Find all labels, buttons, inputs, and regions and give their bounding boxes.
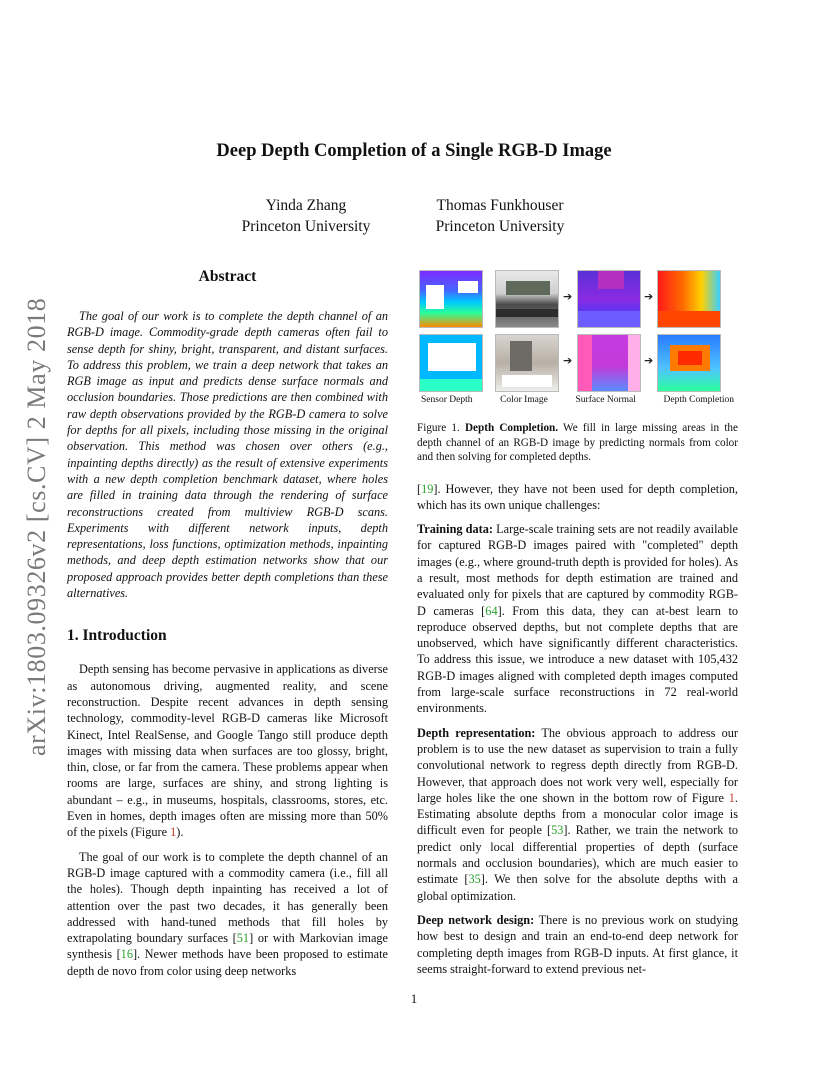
citation-link[interactable]: 53: [551, 823, 564, 838]
arrow-icon: ➔: [563, 354, 573, 367]
paper-title: Deep Depth Completion of a Single RGB-D Image: [216, 141, 612, 161]
abstract-heading: Abstract: [198, 268, 257, 285]
figure-reference[interactable]: 1: [728, 790, 735, 805]
color-image: [495, 270, 559, 328]
citation-link[interactable]: 19: [421, 481, 434, 496]
author-block: [420, 195, 580, 237]
network-design-paragraph: Deep network design: There is no previous work on studying how best to design and train an end-to-end deep network for completing depth images from RGB-D inputs. At first glance, it seems straight-forward to extend previous net-: [417, 912, 738, 976]
citation-link[interactable]: 35: [468, 872, 481, 887]
intro-paragraph-1: Depth sensing has become pervasive in applications as diverse as autonomous driving, augmented reality, and scene reconstruction. Despite recent advances in depth sensing technology, commodity-level RGB-D cameras like Microsoft Kinect, Intel RealSense, and Google Tango still produce depth images with missing data when surfaces are too glossy, bright, thin, close, or far from the camera. These problems appear when rooms are large, surfaces are shiny, and strong lighting is abundant – e.g., in museums, hospitals, classrooms, stores, etc. Even in homes, depth images often are missing more than 50% of the pixels (Figure 1).: [67, 662, 388, 840]
figure-labels: [417, 395, 738, 405]
author-name: Yinda Zhang: [265, 197, 347, 214]
author-affiliation: Princeton University: [435, 218, 565, 235]
surface-normal-image: [577, 270, 641, 328]
citation-link[interactable]: 16: [120, 947, 133, 962]
arrow-icon: ➔: [563, 290, 573, 303]
color-image: [495, 334, 559, 392]
figure-caption: Figure 1. Depth Completion. We fill in large missing areas in the depth channel of an RGB-D image by predicting normals from color and then solving for completed depths.: [417, 422, 738, 463]
figure-label: Color Image: [500, 395, 548, 405]
sensor-depth-image: [419, 334, 483, 392]
depth-representation-paragraph: Depth representation: The obvious approach to address our problem is to use the new dataset as supervision to train a fully convolutional network to regress depth directly from RGB-D. However, that approach does not work very well, especially for large holes like the one shown in the bottom row of Figure 1. Estimating absolute depths from a monocular color image is difficult even for people [53]. Rather, we train the network to predict only local differential properties of depth (surface normals and occlusion boundaries), which are much easier to estimate [35]. We then solve for the absolute depths with a global optimization.: [417, 725, 739, 903]
figure-1: [417, 262, 738, 407]
intro-paragraph-2: The goal of our work is to complete the depth channel of an RGB-D image captured with a commodity camera (i.e., fill all the holes). Though depth inpainting has received a lot of attention over the past two decades, it has generally been addressed with hand-tuned methods that fill holes by extrapolating boundary surfaces [51] or with Markovian image synthesis [16]. Newer methods have been proposed to estimate depth de novo from color using deep networks: [67, 849, 389, 978]
citation-link[interactable]: 64: [485, 603, 498, 618]
author-affiliation: Princeton University: [241, 218, 371, 235]
right-column: [417, 262, 738, 985]
sensor-depth-image: [419, 270, 483, 328]
arxiv-identifier: arXiv:1803.09326v2 [cs.CV] 2 May 2018: [22, 297, 51, 756]
continued-paragraph: [19]. However, they have not been used for depth completion, which has its own unique challenges:: [417, 481, 738, 512]
training-data-paragraph: Training data: Large-scale training sets are not readily available for captured RGB-D images paired with "completed" depth images (e.g., where ground-truth depth is provided for holes). As a result, most methods for depth estimation are trained and evaluated only for pixels that are captured by commodity RGB-D cameras [64]. From this data, they can at-best learn to reproduce observed depths, but not complete depths that are unobserved, which have significantly different characteristics. To address this issue, we introduce a new dataset with 105,432 RGB-D images aligned with completed depth images computed from large-scale surface reconstructions in 72 real-world environments.: [417, 522, 739, 716]
arrow-icon: ➔: [644, 290, 654, 303]
author-name: Thomas Funkhouser: [436, 197, 564, 214]
introduction-heading: 1. Introduction: [67, 627, 167, 645]
figure-label: Surface Normal: [575, 395, 636, 405]
author-block: [224, 195, 388, 237]
abstract-text: The goal of our work is to complete the depth channel of an RGB-D image. Commodity-grade depth cameras often fail to sense depth for shiny, bright, transparent, and distant surfaces. To address this problem, we train a deep network that takes an RGB image as input and predicts dense surface normals and occlusion boundaries. Those predictions are then combined with raw depth observations provided by the RGB-D camera to solve for depths for all pixels, including those missing in the original observation. This method was chosen over others (e.g., inpainting depths directly) as the result of extensive experiments with a new depth completion benchmark dataset, where holes are filled in training data through the rendering of surface reconstructions created from multiview RGB-D scans. Experiments with different network inputs, depth representations, loss functions, optimization methods, inpainting methods, and deep depth estimation networks show that our proposed approach provides better depth completions than these alternatives.: [67, 309, 388, 601]
surface-normal-image: [577, 334, 641, 392]
figure-label: Depth Completion: [663, 395, 734, 405]
depth-completion-image: [657, 270, 721, 328]
figure-label: Sensor Depth: [421, 395, 473, 405]
figure-reference[interactable]: 1: [170, 825, 177, 840]
depth-completion-image: [657, 334, 721, 392]
left-column: [67, 266, 388, 987]
arrow-icon: ➔: [644, 354, 654, 367]
page-number: 1: [410, 991, 418, 1006]
citation-link[interactable]: 51: [236, 931, 250, 946]
